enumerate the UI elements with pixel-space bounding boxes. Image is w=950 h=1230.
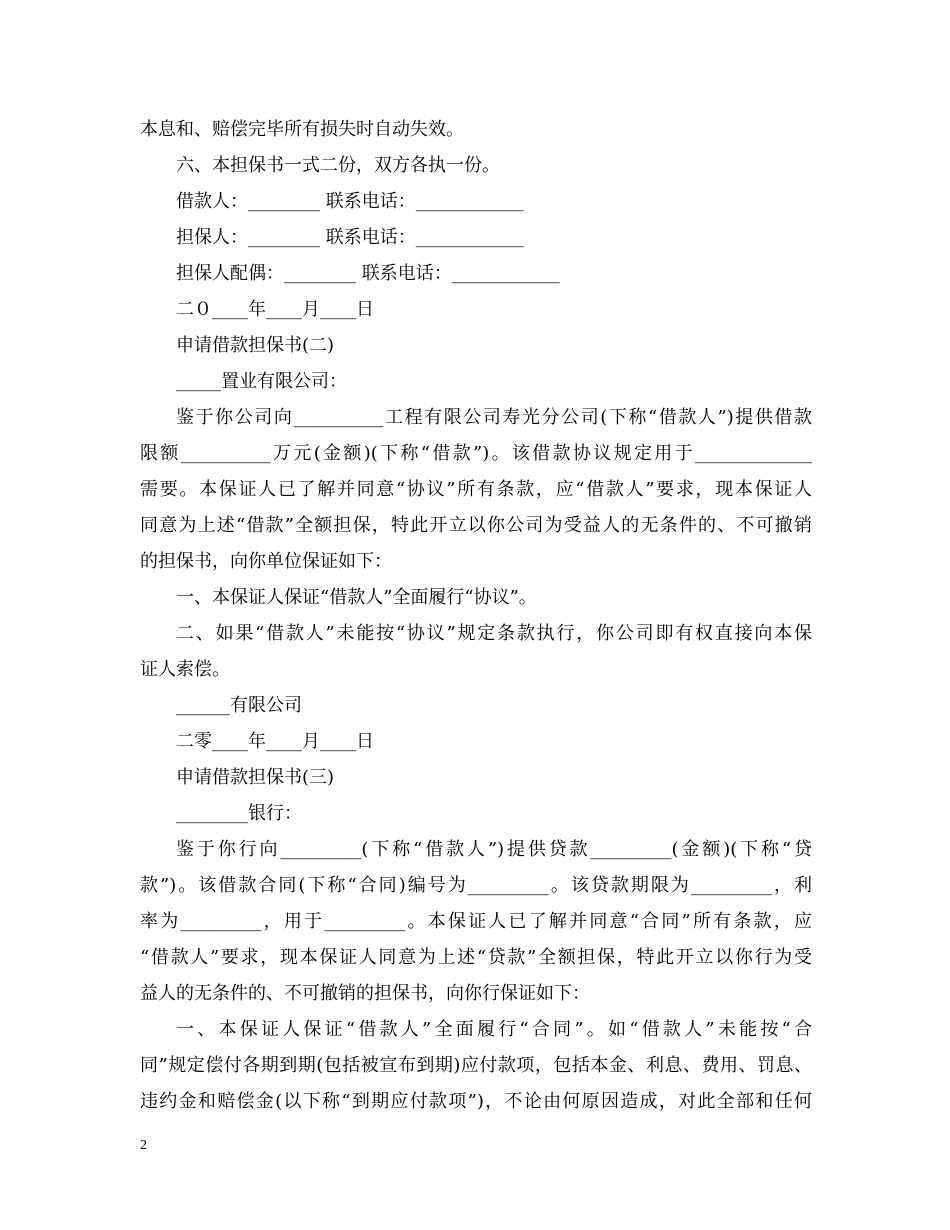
document-body — [140, 112, 812, 1120]
text-line: 违约金和赔偿金(以下称“到期应付款项”)，不论由何原因造成，对此全部和任何 — [140, 1091, 812, 1112]
text-line: 一、本保证人保证“借款人”全面履行“合同”。如“借款人”未能按“合 — [176, 1019, 812, 1040]
text-line: 鉴于你公司向__________工程有限公司寿光分公司(下称“借款人”)提供借款 — [176, 407, 812, 428]
text-line: 证人索偿。 — [140, 659, 230, 680]
section-title: 申请借款担保书(三) — [176, 767, 335, 788]
text-line: 担保人：________ 联系电话：____________ — [176, 227, 524, 248]
text-line: 率为_________，用于_________。本保证人已了解并同意“合同”所有条款，应 — [140, 911, 812, 932]
addressee: _____置业有限公司： — [176, 371, 347, 392]
text-line: 借款人：________ 联系电话：____________ — [176, 191, 524, 212]
signature-line: ______有限公司 — [176, 695, 302, 716]
text-line: 一、本保证人保证“借款人”全面履行“协议”。 — [176, 587, 537, 608]
text-line: 同”规定偿付各期到期(包括被宣布到期)应付款项，包括本金、利息、费用、罚息、 — [140, 1055, 812, 1076]
text-line: 益人的无条件的、不可撤销的担保书，向你行保证如下： — [140, 983, 590, 1004]
text-line: 款”)。该借款合同(下称“合同)编号为_________。该贷款期限为_________，利 — [140, 875, 812, 896]
text-line: 二、如果“借款人”未能按“协议”规定条款执行，你公司即有权直接向本保 — [176, 623, 812, 644]
text-line: 担保人配偶：________ 联系电话：____________ — [176, 263, 560, 284]
addressee: ________银行： — [176, 803, 302, 824]
page-number: 2 — [140, 1138, 147, 1153]
text-line: 限额__________万元(金额)(下称“借款”)。该借款协议规定用于_____________ — [140, 443, 812, 464]
section-title: 申请借款担保书(二) — [176, 335, 335, 356]
text-line: 的担保书，向你单位保证如下： — [140, 551, 392, 572]
text-line: 六、本担保书一式二份，双方各执一份。 — [176, 155, 500, 176]
text-line: 需要。本保证人已了解并同意“协议”所有条款，应“借款人”要求，现本保证人 — [140, 479, 812, 500]
text-line: “借款人”要求，现本保证人同意为上述“贷款”全额担保，特此开立以你行为受 — [140, 947, 812, 968]
text-line: 二０____年____月____日 — [176, 299, 374, 320]
text-line: 同意为上述“借款”全额担保，特此开立以你公司为受益人的无条件的、不可撤销 — [140, 515, 812, 536]
date-line: 二零____年____月____日 — [176, 731, 374, 752]
text-line: 鉴于你行向_________(下称“借款人”)提供贷款_________(金额)(下称“贷 — [176, 839, 812, 860]
text-line: 本息和、赔偿完毕所有损失时自动失效。 — [140, 119, 464, 140]
